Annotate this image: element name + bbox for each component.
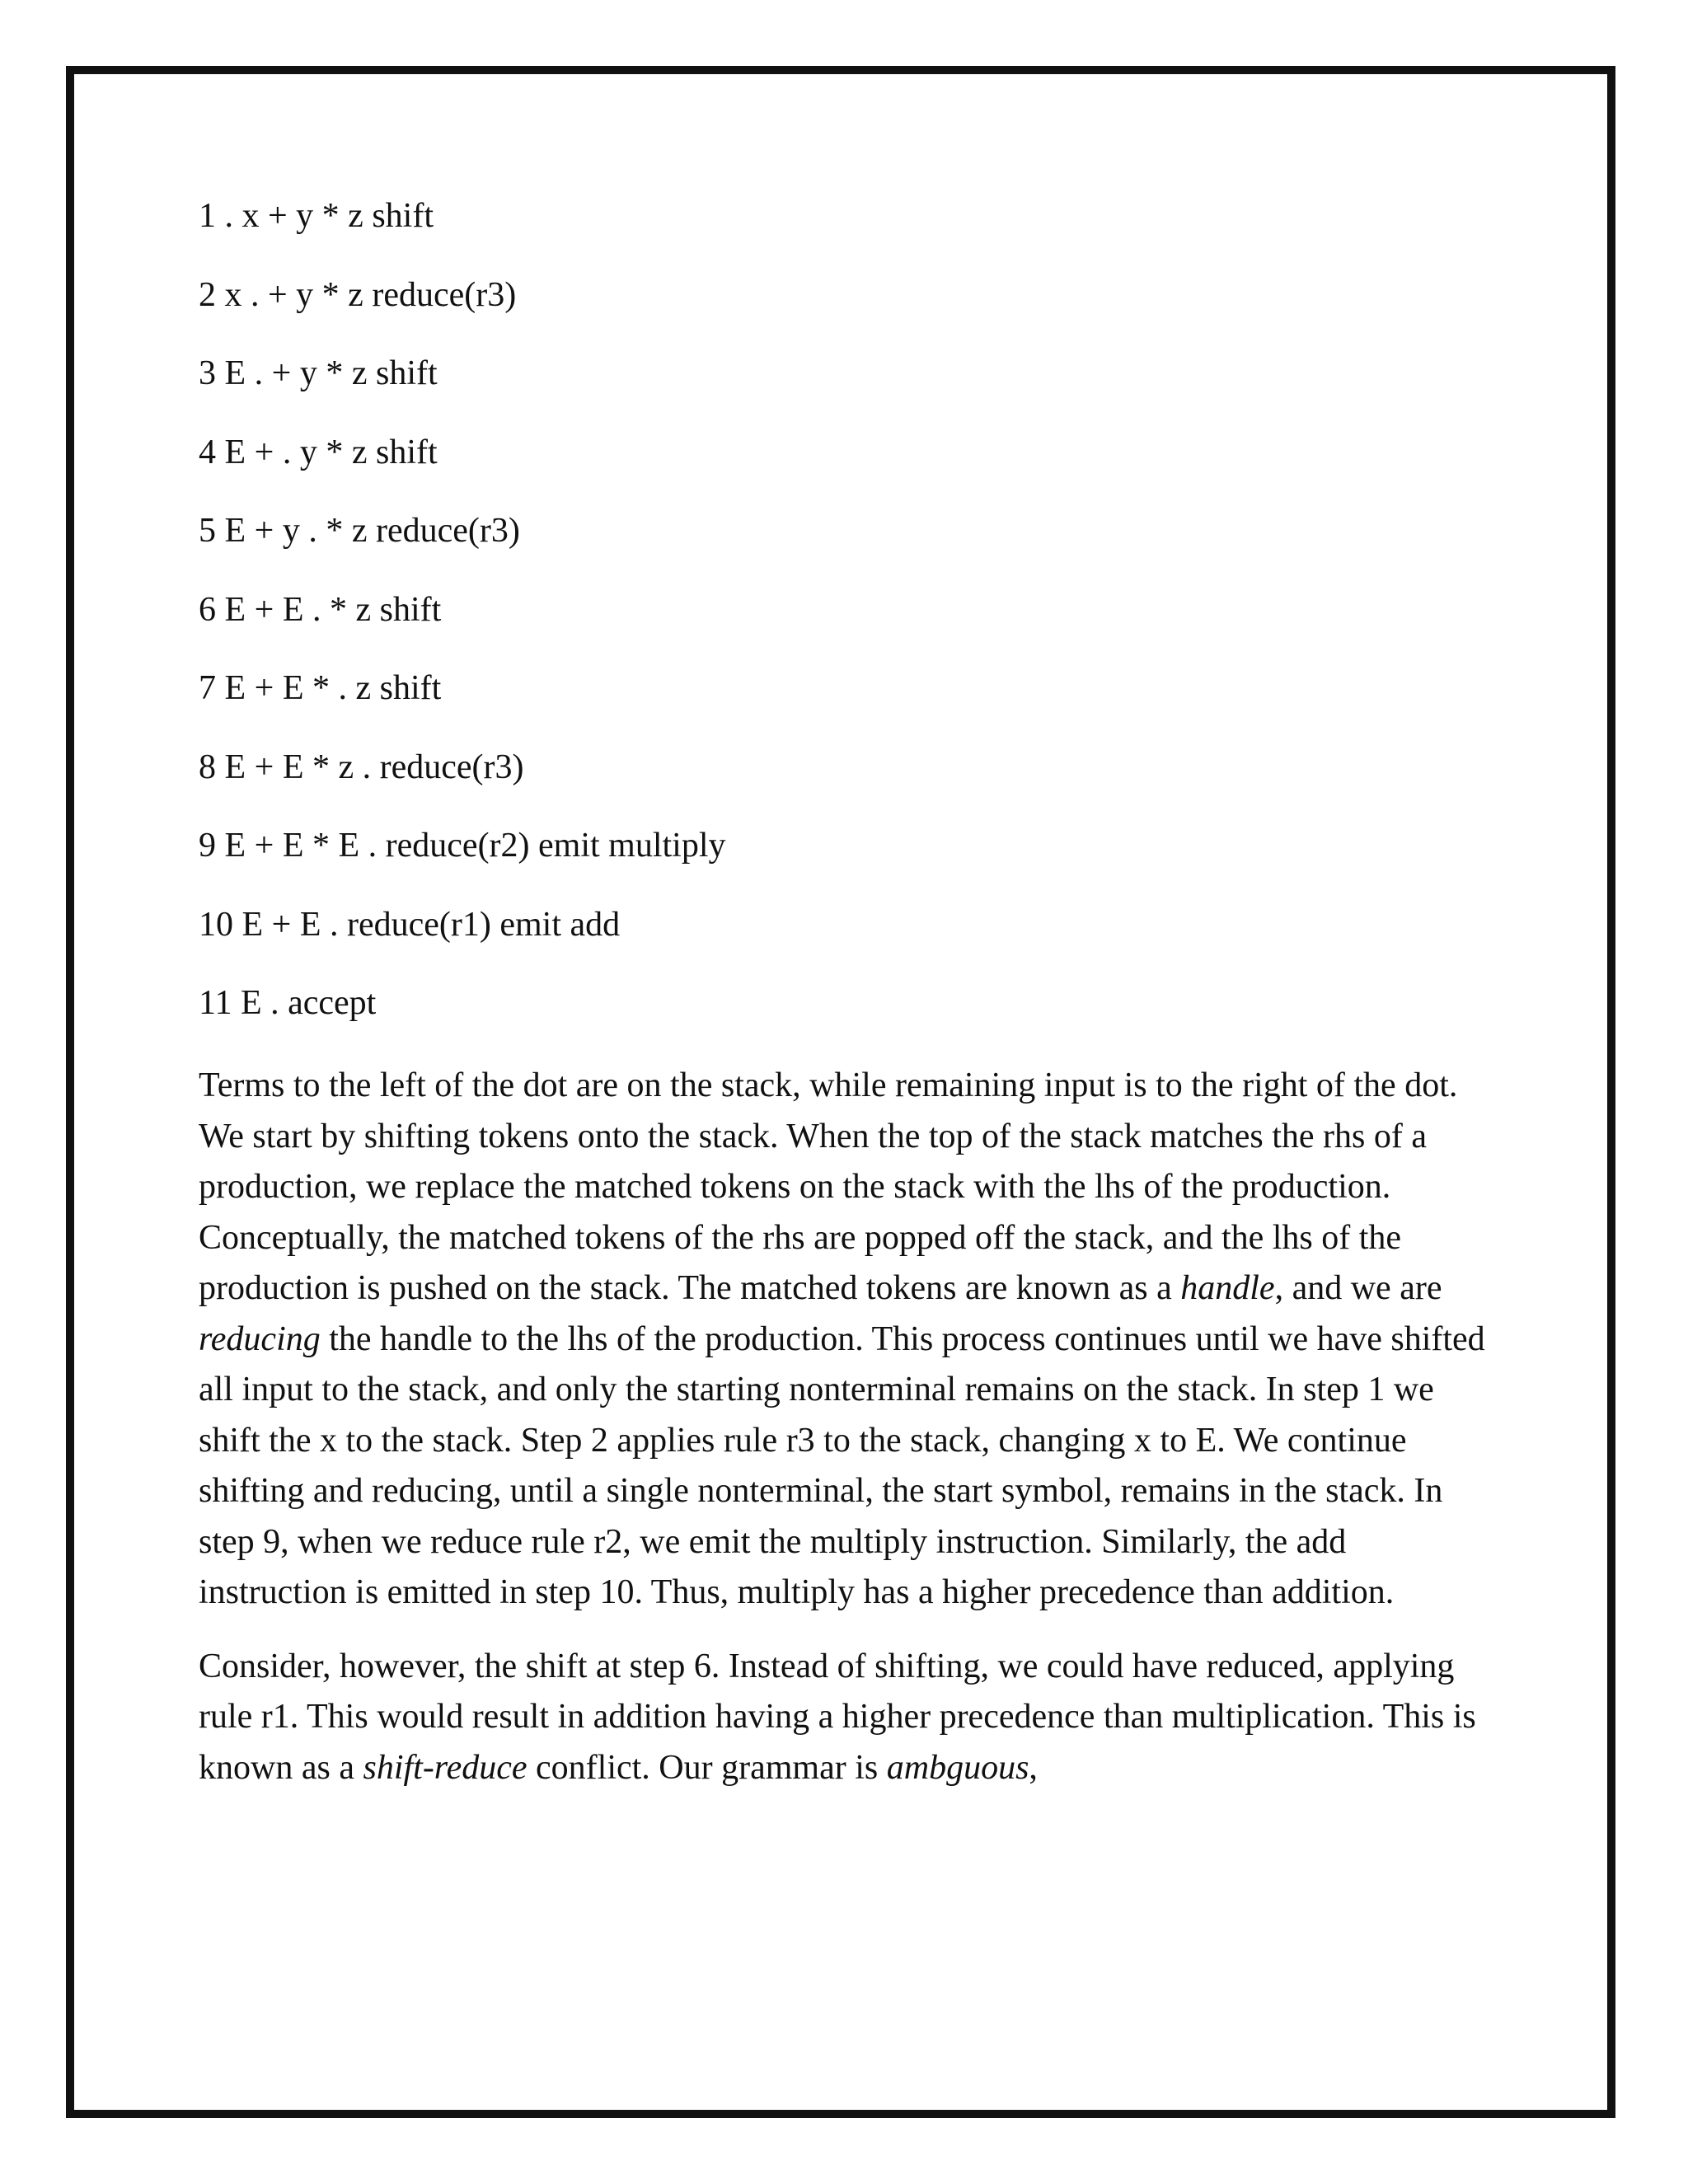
parse-step: 2 x . + y * z reduce(r3) [199, 275, 517, 314]
italic-term: reducing [199, 1319, 321, 1358]
explanation-paragraph [199, 1061, 1501, 1619]
paragraph-text: , and we are [1274, 1269, 1442, 1307]
parse-step: 10 E + E . reduce(r1) emit add [199, 905, 621, 944]
conflict-paragraph [199, 1642, 1501, 1794]
italic-term: handle [1180, 1269, 1275, 1307]
italic-term: ambguous [886, 1748, 1029, 1787]
parse-step: 1 . x + y * z shift [199, 197, 434, 235]
italic-term: shift-reduce [363, 1748, 528, 1787]
parse-step: 11 E . accept [199, 984, 377, 1022]
paragraph-text: conflict. Our grammar is [527, 1748, 887, 1787]
parse-step: 7 E + E * . z shift [199, 669, 442, 707]
parse-step: 5 E + y . * z reduce(r3) [199, 512, 520, 550]
parse-step: 4 E + . y * z shift [199, 433, 438, 471]
parse-step: 6 E + E . * z shift [199, 590, 442, 629]
paragraph-text: , [1029, 1748, 1038, 1787]
parse-steps-list [199, 194, 1501, 1024]
document-body [199, 194, 1501, 1793]
paragraph-text: Terms to the left of the dot are on the stack, while remaining input is to the right of the dot. We start by shifting tokens onto the stack. When the top of the stack matches the rhs of a production, we replace the matched tokens on the stack with the lhs of the production. Conceptually, the matched tokens of the rhs are popped off the stack, and the lhs of the production is pushed on the stack. The matched tokens are known as a [199, 1066, 1458, 1307]
paragraph-text: the handle to the lhs of the production. This process continues until we have shifted all input to the stack, and only the starting nonterminal remains on the stack. In step 1 we shift the x to the stack. Step 2 applies rule r3 to the stack, changing x to E. We continue shifting and reducing, until a single nonterminal, the start symbol, remains in the stack. In step 9, when we reduce rule r2, we emit the multiply instruction. Similarly, the add instruction is emitted in step 10. Thus, multiply has a higher precedence than addition. [199, 1319, 1485, 1611]
parse-step: 3 E . + y * z shift [199, 354, 438, 392]
paragraph-text: Consider, however, the shift at step 6. Instead of shifting, we could have reduced, applying rule r1. This would result in addition having a higher precedence than multiplication. This is known as a [199, 1647, 1476, 1787]
parse-step: 8 E + E * z . reduce(r3) [199, 748, 524, 786]
parse-step: 9 E + E * E . reduce(r2) emit multiply [199, 827, 726, 865]
